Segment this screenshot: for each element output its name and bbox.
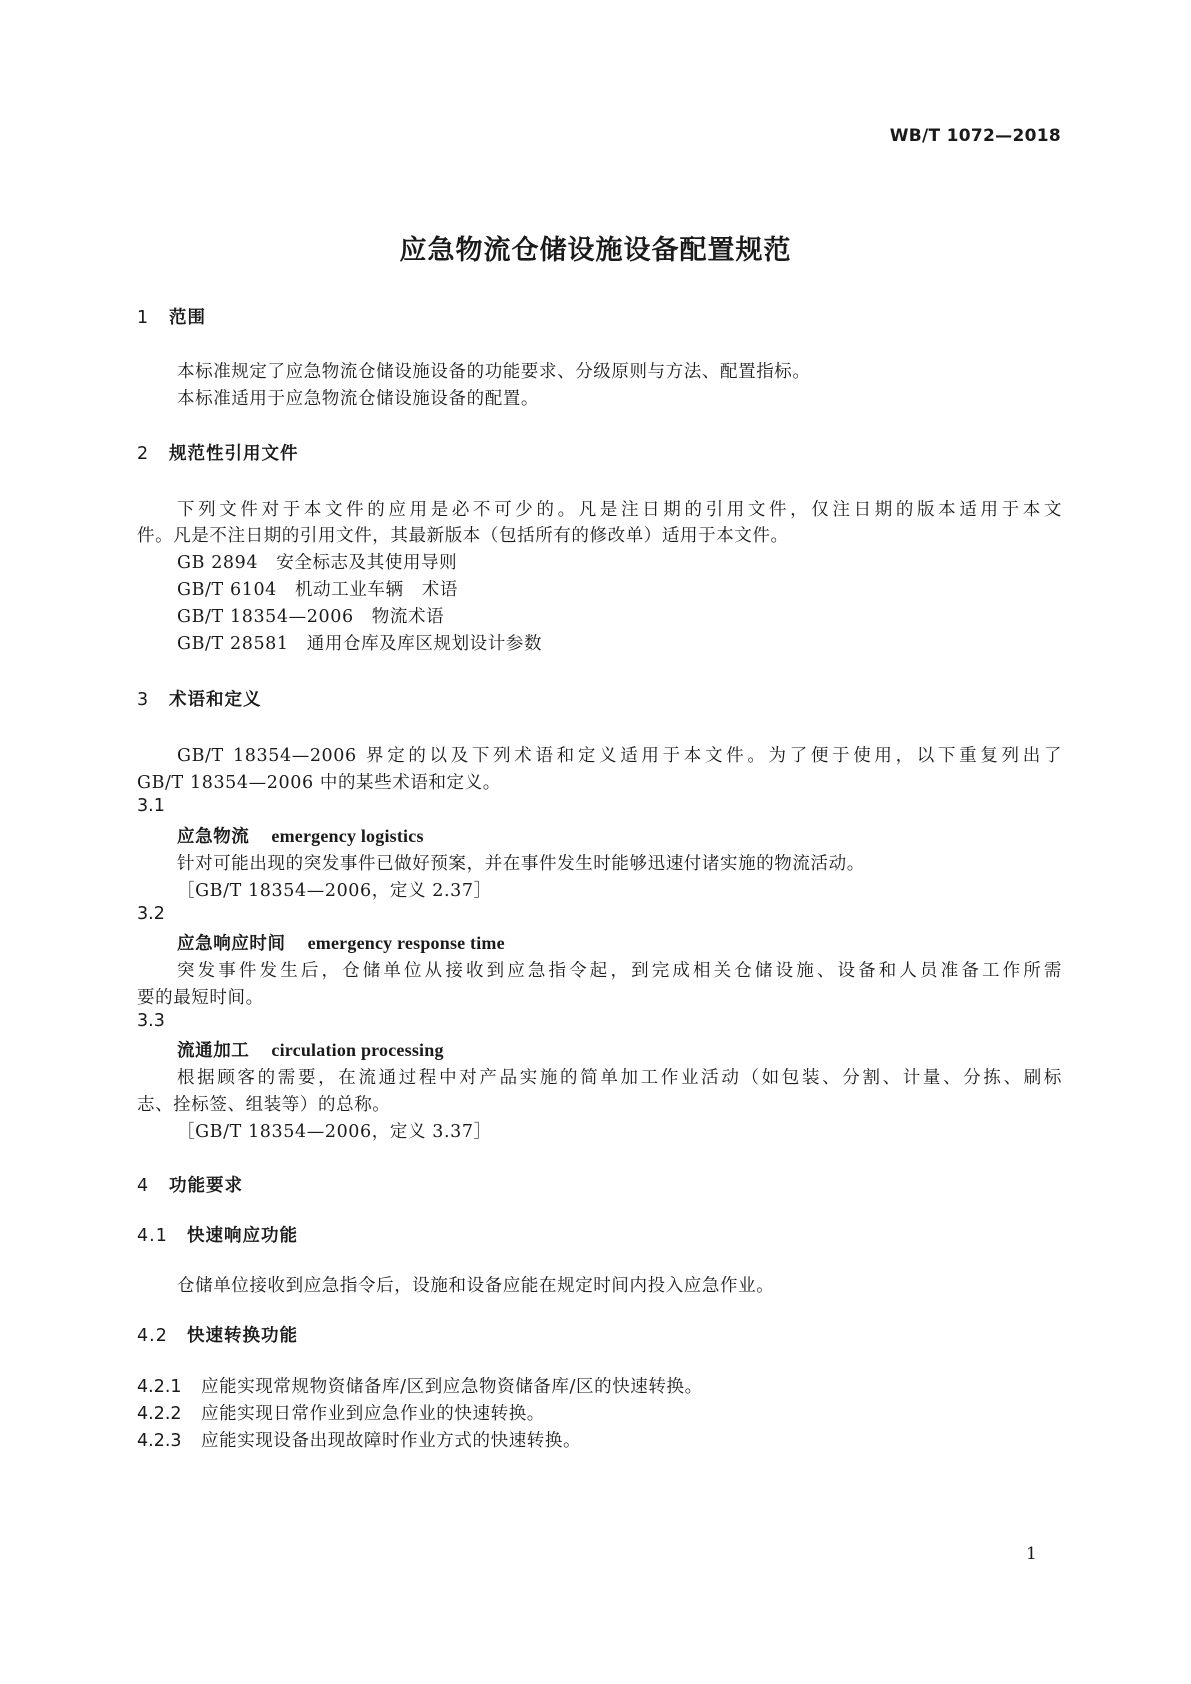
clause-text: 应能实现常规物资储备库/区到应急物资储备库/区的快速转换。 [201,1377,703,1397]
term-number: 3.1 [137,796,165,816]
paragraph: 本标准规定了应急物流仓储设施设备的功能要求、分级原则与方法、配置指标。 [177,362,811,382]
term-chinese: 应急响应时间 [177,934,286,954]
section-number: 1 [137,308,150,328]
term-definition: 突发事件发生后，仓储单位从接收到应急指令起，到完成相关仓储设施、设备和人员准备工作所需 [177,961,1062,981]
reference-item [177,630,542,655]
reference-code: GB/T 6104 [177,580,277,600]
clause-number: 4.2.3 [137,1431,182,1451]
clause-item [137,1427,581,1452]
paragraph-line: GB/T 18354—2006 界定的以及下列术语和定义适用于本文件。为了便于使用，以下重复列出了 [177,746,1062,766]
term-definition: 根据顾客的需要，在流通过程中对产品实施的简单加工作业活动（如包装、分割、计量、分拣、刷标 [177,1068,1062,1088]
clause-text: 应能实现设备出现故障时作业方式的快速转换。 [201,1431,582,1451]
clause-item [137,1400,545,1425]
section-2-heading [137,440,299,465]
section-number: 2 [137,444,150,464]
reference-item [177,549,457,574]
section-4-1-heading [137,1222,298,1247]
section-number: 4 [137,1176,150,1196]
term-english: emergency response time [307,933,505,953]
reference-item [177,576,458,601]
term-english: emergency logistics [271,826,424,846]
paragraph: 仓储单位接收到应急指令后，设施和设备应能在规定时间内投入应急作业。 [177,1276,775,1296]
term-number: 3.3 [137,1011,165,1031]
clause-number: 4.2.2 [137,1404,182,1424]
standard-code: WB/T 1072—2018 [889,126,1061,146]
reference-code: GB 2894 [177,553,259,573]
section-title: 快速转换功能 [187,1326,298,1346]
paragraph-line: 下列文件对于本文件的应用是必不可少的。凡是注日期的引用文件，仅注日期的版本适用于本文 [177,500,1062,520]
term-heading [177,823,424,848]
section-title: 规范性引用文件 [169,444,299,464]
page-number: 1 [1026,1544,1037,1564]
paragraph-line: 件。凡是不注日期的引用文件，其最新版本（包括所有的修改单）适用于本文件。 [137,526,789,546]
clause-item [137,1373,703,1398]
section-3-heading [137,686,262,711]
reference-code: GB/T 28581 [177,634,289,654]
reference-name: 物流术语 [371,607,445,627]
term-definition: 志、拴标签、组装等）的总称。 [137,1095,391,1115]
term-number: 3.2 [137,904,165,924]
paragraph: 本标准适用于应急物流仓储设施设备的配置。 [177,389,539,409]
section-number: 4.1 [137,1226,168,1246]
section-1-heading [137,304,206,329]
section-4-heading [137,1172,243,1197]
reference-name: 机动工业车辆 术语 [295,580,458,600]
term-heading [177,1037,444,1062]
section-title: 功能要求 [169,1176,243,1196]
term-english: circulation processing [271,1040,444,1060]
reference-name: 安全标志及其使用导则 [276,553,458,573]
term-source: ［GB/T 18354—2006，定义 2.37］ [177,881,492,901]
term-chinese: 应急物流 [177,827,250,847]
section-title: 术语和定义 [169,690,262,710]
reference-code: GB/T 18354—2006 [177,607,354,627]
section-title: 范围 [169,308,206,328]
term-chinese: 流通加工 [177,1041,250,1061]
term-heading [177,930,505,955]
clause-number: 4.2.1 [137,1377,182,1397]
term-definition: 针对可能出现的突发事件已做好预案，并在事件发生时能够迅速付诸实施的物流活动。 [177,854,865,874]
term-source: ［GB/T 18354—2006，定义 3.37］ [177,1122,492,1142]
term-definition: 要的最短时间。 [137,988,264,1008]
section-4-2-heading [137,1322,298,1347]
section-title: 快速响应功能 [187,1226,298,1246]
paragraph-line: GB/T 18354—2006 中的某些术语和定义。 [137,773,501,793]
clause-text: 应能实现日常作业到应急作业的快速转换。 [201,1404,545,1424]
reference-item [177,603,444,628]
reference-name: 通用仓库及库区规划设计参数 [306,634,543,654]
section-number: 3 [137,690,150,710]
document-title: 应急物流仓储设施设备配置规范 [399,235,792,266]
section-number: 4.2 [137,1326,168,1346]
